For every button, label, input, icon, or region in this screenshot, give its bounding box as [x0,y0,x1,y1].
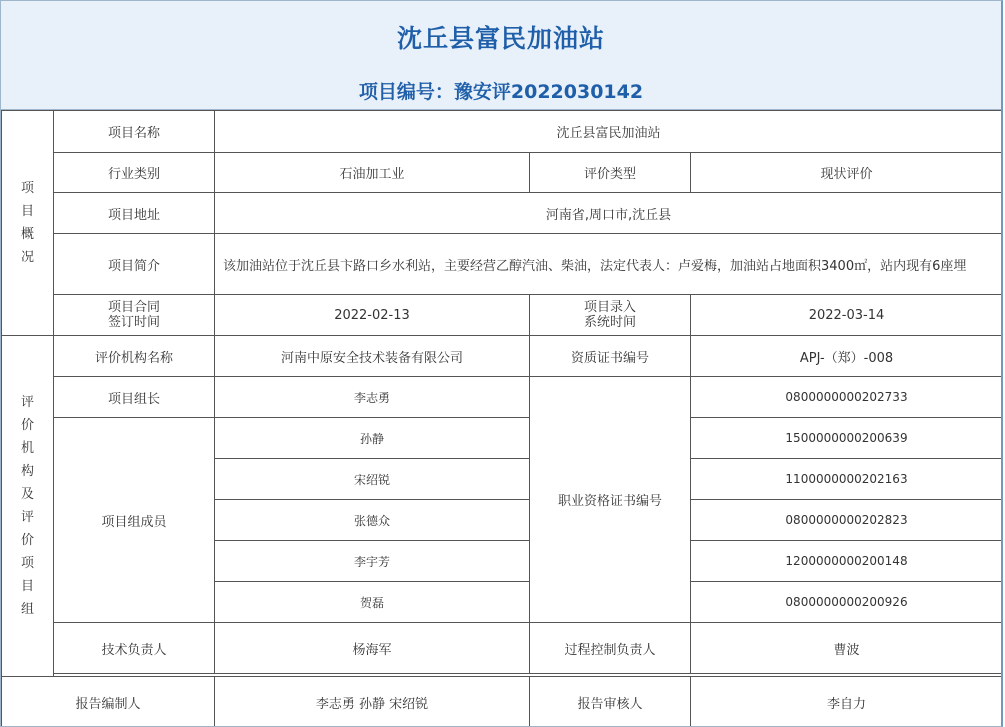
process-lead-label: 过程控制负责人 [530,623,691,674]
intro-label: 项目简介 [54,234,215,295]
leader-cert: 0800000000202733 [691,377,1003,418]
org-name-label: 评价机构名称 [54,336,215,377]
member-name: 张德众 [215,500,530,541]
member-cert: 1500000000200639 [691,418,1003,459]
member-cert: 0800000000202823 [691,500,1003,541]
eval-type-value: 现状评价 [691,153,1003,193]
project-number: 项目编号：豫安评2022030142 [358,81,644,103]
address-label: 项目地址 [54,193,215,234]
leader-label: 项目组长 [54,377,215,418]
overview-section-label: 项 目 概 况 [2,111,54,336]
tech-lead-label: 技术负责人 [54,623,215,674]
member-cert: 0800000000200926 [691,582,1003,623]
member-cert: 1100000000202163 [691,459,1003,500]
process-lead-value: 曹波 [691,623,1003,674]
org-name-value: 河南中原安全技术装备有限公司 [215,336,530,377]
member-name: 孙静 [215,418,530,459]
report-reviewer-label: 报告审核人 [530,677,691,727]
entry-date-label: 项目录入 系统时间 [530,295,691,336]
eval-type-label: 评价类型 [530,153,691,193]
members-label: 项目组成员 [54,418,215,623]
member-name: 李宇芳 [215,541,530,582]
report-author-value: 李志勇 孙静 宋绍锐 [215,677,530,727]
page-header [1,1,1001,110]
cert-label: 资质证书编号 [530,336,691,377]
cert-value: APJ-（郑）-008 [691,336,1003,377]
contract-date-label: 项目合同 签订时间 [54,295,215,336]
member-name: 宋绍锐 [215,459,530,500]
contract-date-value: 2022-02-13 [215,295,530,336]
tech-lead-value: 杨海军 [215,623,530,674]
project-table [1,110,1003,727]
industry-label: 行业类别 [54,153,215,193]
intro-value: 该加油站位于沈丘县卞路口乡水利站，主要经营乙醇汽油、柴油，法定代表人：卢爱梅，加油站占地面积3400㎡，站内现有6座埋 [215,234,1003,295]
project-name-label: 项目名称 [54,111,215,153]
industry-value: 石油加工业 [215,153,530,193]
entry-date-value: 2022-03-14 [691,295,1003,336]
report-author-label: 报告编制人 [2,677,215,727]
qualification-label: 职业资格证书编号 [530,377,691,623]
org-section-label: 评 价 机 构 及 评 价 项 目 组 [2,336,54,677]
page-title: 沈丘县富民加油站 [396,24,605,53]
leader-name: 李志勇 [215,377,530,418]
member-name: 贺磊 [215,582,530,623]
member-cert: 1200000000200148 [691,541,1003,582]
report-reviewer-value: 李自力 [691,677,1003,727]
address-value: 河南省,周口市,沈丘县 [215,193,1003,234]
project-name-value: 沈丘县富民加油站 [215,111,1003,153]
